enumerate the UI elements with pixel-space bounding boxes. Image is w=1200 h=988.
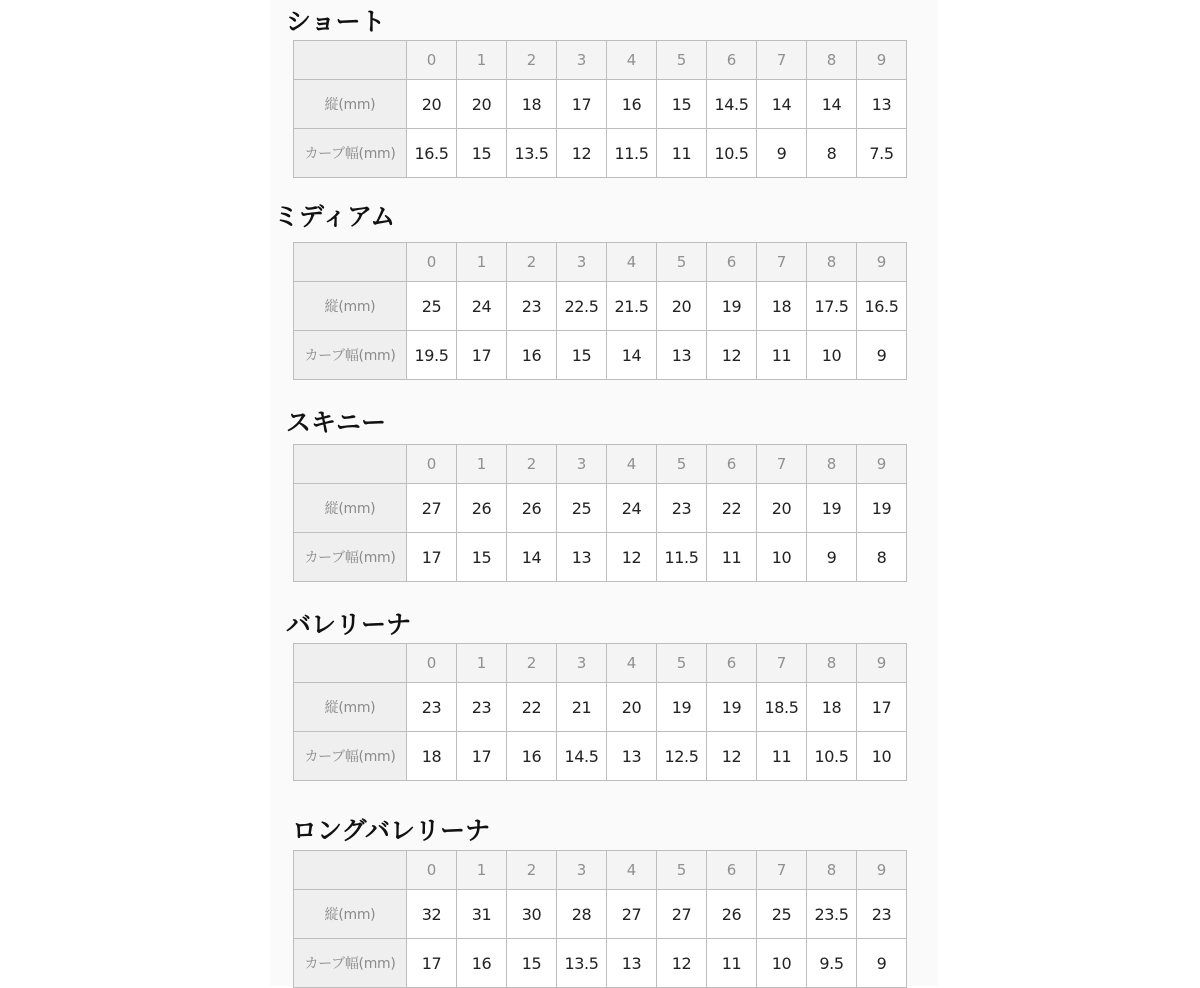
table-cell: 32	[407, 890, 457, 939]
length-row	[294, 890, 907, 939]
table-cell: 19	[807, 484, 857, 533]
table-cell: 9	[857, 331, 907, 380]
corner-cell	[294, 851, 407, 890]
table-cell: 22	[707, 484, 757, 533]
table-cell: 20	[757, 484, 807, 533]
table-cell: 13	[607, 939, 657, 988]
table-cell: 12	[707, 732, 757, 781]
column-header: 0	[407, 445, 457, 484]
table-cell: 10	[857, 732, 907, 781]
size-table	[293, 40, 907, 178]
column-header: 3	[557, 851, 607, 890]
column-header: 6	[707, 41, 757, 80]
table-cell: 15	[657, 80, 707, 129]
table-cell: 13	[557, 533, 607, 582]
column-header: 4	[607, 243, 657, 282]
row-label: カーブ幅(mm)	[294, 533, 407, 582]
table-cell: 14	[607, 331, 657, 380]
table-cell: 27	[657, 890, 707, 939]
column-header: 5	[657, 243, 707, 282]
table-cell: 12	[557, 129, 607, 178]
column-header: 5	[657, 851, 707, 890]
column-header: 5	[657, 644, 707, 683]
section-title: バレリーナ	[286, 610, 412, 639]
column-header: 8	[807, 644, 857, 683]
column-header: 0	[407, 644, 457, 683]
table-cell: 16	[507, 331, 557, 380]
table-cell: 17.5	[807, 282, 857, 331]
column-header: 3	[557, 41, 607, 80]
table-cell: 17	[457, 331, 507, 380]
section-title: スキニー	[286, 408, 387, 437]
column-header: 1	[457, 41, 507, 80]
table-cell: 18	[757, 282, 807, 331]
column-header-row	[294, 851, 907, 890]
column-header: 1	[457, 445, 507, 484]
column-header: 0	[407, 243, 457, 282]
column-header: 9	[857, 41, 907, 80]
table-cell: 25	[757, 890, 807, 939]
column-header: 4	[607, 41, 657, 80]
table-cell: 15	[457, 129, 507, 178]
table-cell: 16.5	[857, 282, 907, 331]
table-cell: 14	[807, 80, 857, 129]
table-cell: 20	[607, 683, 657, 732]
row-label: 縦(mm)	[294, 683, 407, 732]
column-header: 6	[707, 644, 757, 683]
column-header-row	[294, 243, 907, 282]
section-title: ロングバレリーナ	[292, 816, 491, 845]
length-row	[294, 80, 907, 129]
table-cell: 16	[607, 80, 657, 129]
section-title: ショート	[286, 7, 386, 36]
size-table	[293, 242, 907, 380]
table-cell: 15	[507, 939, 557, 988]
table-cell: 22.5	[557, 282, 607, 331]
table-cell: 14.5	[557, 732, 607, 781]
table-cell: 11.5	[657, 533, 707, 582]
table-cell: 16.5	[407, 129, 457, 178]
row-label: カーブ幅(mm)	[294, 331, 407, 380]
curve-width-row	[294, 129, 907, 178]
column-header: 7	[757, 851, 807, 890]
table-cell: 13	[857, 80, 907, 129]
table-cell: 23	[507, 282, 557, 331]
row-label: 縦(mm)	[294, 484, 407, 533]
row-label: カーブ幅(mm)	[294, 129, 407, 178]
table-cell: 14	[757, 80, 807, 129]
column-header: 8	[807, 41, 857, 80]
table-cell: 24	[457, 282, 507, 331]
table-cell: 8	[857, 533, 907, 582]
table-cell: 17	[857, 683, 907, 732]
column-header: 0	[407, 41, 457, 80]
column-header: 3	[557, 644, 607, 683]
table-cell: 9	[807, 533, 857, 582]
table-cell: 20	[657, 282, 707, 331]
table-cell: 23	[407, 683, 457, 732]
table-cell: 23	[857, 890, 907, 939]
column-header: 1	[457, 851, 507, 890]
column-header: 2	[507, 41, 557, 80]
corner-cell	[294, 243, 407, 282]
table-cell: 11	[757, 331, 807, 380]
column-header: 4	[607, 445, 657, 484]
table-cell: 11	[707, 533, 757, 582]
corner-cell	[294, 445, 407, 484]
table-cell: 12	[657, 939, 707, 988]
table-cell: 10	[757, 533, 807, 582]
column-header: 6	[707, 243, 757, 282]
length-row	[294, 683, 907, 732]
table-cell: 11	[707, 939, 757, 988]
size-table	[293, 444, 907, 582]
size-table	[293, 850, 907, 988]
table-cell: 13	[657, 331, 707, 380]
column-header: 9	[857, 243, 907, 282]
row-label: カーブ幅(mm)	[294, 732, 407, 781]
column-header: 0	[407, 851, 457, 890]
table-cell: 18.5	[757, 683, 807, 732]
section-title: ミディアム	[274, 202, 396, 231]
column-header: 7	[757, 243, 807, 282]
table-cell: 12	[607, 533, 657, 582]
curve-width-row	[294, 533, 907, 582]
table-cell: 31	[457, 890, 507, 939]
table-cell: 24	[607, 484, 657, 533]
table-cell: 18	[507, 80, 557, 129]
table-cell: 11	[657, 129, 707, 178]
table-cell: 19.5	[407, 331, 457, 380]
table-cell: 7.5	[857, 129, 907, 178]
column-header: 4	[607, 644, 657, 683]
corner-cell	[294, 41, 407, 80]
column-header: 2	[507, 851, 557, 890]
table-cell: 19	[657, 683, 707, 732]
table-cell: 19	[707, 683, 757, 732]
row-label: カーブ幅(mm)	[294, 939, 407, 988]
table-cell: 18	[807, 683, 857, 732]
table-cell: 8	[807, 129, 857, 178]
curve-width-row	[294, 331, 907, 380]
table-cell: 11.5	[607, 129, 657, 178]
table-cell: 9	[757, 129, 807, 178]
row-label: 縦(mm)	[294, 80, 407, 129]
table-cell: 28	[557, 890, 607, 939]
table-cell: 10	[807, 331, 857, 380]
column-header: 9	[857, 644, 907, 683]
table-cell: 25	[557, 484, 607, 533]
table-cell: 19	[857, 484, 907, 533]
column-header-row	[294, 41, 907, 80]
table-cell: 26	[457, 484, 507, 533]
table-cell: 16	[457, 939, 507, 988]
column-header: 7	[757, 41, 807, 80]
curve-width-row	[294, 939, 907, 988]
column-header: 2	[507, 243, 557, 282]
column-header: 1	[457, 243, 507, 282]
column-header: 3	[557, 445, 607, 484]
column-header: 2	[507, 445, 557, 484]
table-cell: 14	[507, 533, 557, 582]
table-cell: 9	[857, 939, 907, 988]
size-table	[293, 643, 907, 781]
table-cell: 21.5	[607, 282, 657, 331]
table-cell: 10.5	[707, 129, 757, 178]
table-cell: 21	[557, 683, 607, 732]
corner-cell	[294, 644, 407, 683]
table-cell: 23.5	[807, 890, 857, 939]
table-cell: 17	[557, 80, 607, 129]
table-cell: 10.5	[807, 732, 857, 781]
table-cell: 27	[607, 890, 657, 939]
table-cell: 13.5	[507, 129, 557, 178]
table-cell: 23	[457, 683, 507, 732]
table-cell: 14.5	[707, 80, 757, 129]
table-cell: 23	[657, 484, 707, 533]
column-header: 8	[807, 851, 857, 890]
table-cell: 10	[757, 939, 807, 988]
table-cell: 20	[407, 80, 457, 129]
table-cell: 13	[607, 732, 657, 781]
table-cell: 26	[707, 890, 757, 939]
table-cell: 18	[407, 732, 457, 781]
column-header: 3	[557, 243, 607, 282]
row-label: 縦(mm)	[294, 282, 407, 331]
column-header: 8	[807, 243, 857, 282]
table-cell: 15	[457, 533, 507, 582]
column-header-row	[294, 445, 907, 484]
curve-width-row	[294, 732, 907, 781]
column-header: 8	[807, 445, 857, 484]
table-cell: 9.5	[807, 939, 857, 988]
column-header: 2	[507, 644, 557, 683]
table-cell: 19	[707, 282, 757, 331]
column-header: 4	[607, 851, 657, 890]
table-cell: 12	[707, 331, 757, 380]
column-header: 9	[857, 851, 907, 890]
column-header: 7	[757, 644, 807, 683]
column-header: 5	[657, 41, 707, 80]
table-cell: 11	[757, 732, 807, 781]
length-row	[294, 282, 907, 331]
table-cell: 27	[407, 484, 457, 533]
table-cell: 22	[507, 683, 557, 732]
column-header-row	[294, 644, 907, 683]
column-header: 7	[757, 445, 807, 484]
column-header: 1	[457, 644, 507, 683]
table-cell: 20	[457, 80, 507, 129]
table-cell: 17	[407, 939, 457, 988]
column-header: 5	[657, 445, 707, 484]
table-cell: 17	[457, 732, 507, 781]
column-header: 6	[707, 851, 757, 890]
table-cell: 15	[557, 331, 607, 380]
column-header: 9	[857, 445, 907, 484]
table-cell: 26	[507, 484, 557, 533]
table-cell: 16	[507, 732, 557, 781]
length-row	[294, 484, 907, 533]
table-cell: 13.5	[557, 939, 607, 988]
table-cell: 25	[407, 282, 457, 331]
row-label: 縦(mm)	[294, 890, 407, 939]
table-cell: 17	[407, 533, 457, 582]
column-header: 6	[707, 445, 757, 484]
table-cell: 12.5	[657, 732, 707, 781]
table-cell: 30	[507, 890, 557, 939]
